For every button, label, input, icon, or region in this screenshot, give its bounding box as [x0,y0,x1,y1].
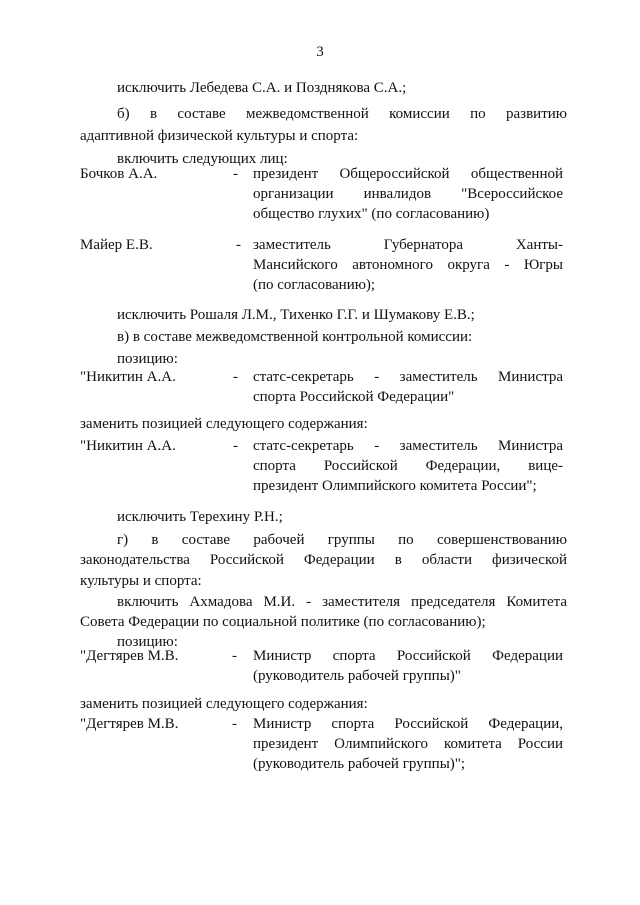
dash: - [233,438,238,454]
text-line: позицию: [117,634,178,650]
text-line: б) в составе межведомственной комиссии по развитию [117,106,567,122]
description-line: Мансийского автономного округа - Югры [253,257,563,273]
description-line: спорта Российской Федерации, вице- [253,458,563,474]
dash: - [232,648,237,664]
person-description [253,367,563,407]
description-line: спорта Российской Федерации" [253,389,455,405]
person-name: "Никитин А.А. [80,438,176,454]
person-description [253,646,563,686]
person-description [253,235,563,295]
text-line: исключить Рошаля Л.М., Тихенко Г.Г. и Шумакову Е.В.; [117,307,475,323]
description-line: (по согласованию); [253,277,376,293]
description-line: президент Общероссийской общественной [253,166,563,182]
text-line: исключить Терехину Р.Н.; [117,509,283,525]
dash: - [233,369,238,385]
person-name: Бочков А.А. [80,166,158,182]
description-line: Министр спорта Российской Федерации [253,648,563,664]
description-line: статс-секретарь - заместитель Министра [253,369,563,385]
person-description [253,164,563,224]
text-line: г) в составе рабочей группы по совершенствованию [117,532,567,548]
dash: - [233,166,238,182]
description-line: Министр спорта Российской Федерации, [253,716,563,732]
person-description [253,714,563,774]
description-line: президент Олимпийского комитета России [253,736,563,752]
text-line: в) в составе межведомственной контрольной комиссии: [117,329,473,345]
person-name: "Никитин А.А. [80,369,176,385]
description-line: (руководитель рабочей группы)" [253,668,461,684]
text-line: адаптивной физической культуры и спорта: [80,128,359,144]
description-line: организации инвалидов "Всероссийское [253,186,563,202]
text-line: Совета Федерации по социальной политике (по согласованию); [80,614,486,630]
text-line: заменить позицией следующего содержания: [80,696,368,712]
text-line: культуры и спорта: [80,573,202,589]
text-line: законодательства Российской Федерации в области физической [80,552,567,568]
description-line: (руководитель рабочей группы)"; [253,756,466,772]
page-number: 3 [316,44,324,60]
text-line: включить Ахмадова М.И. - заместителя председателя Комитета [117,594,567,610]
text-line: исключить Лебедева С.А. и Позднякова С.А.; [117,80,407,96]
person-description [253,436,563,496]
description-line: общество глухих" (по согласованию) [253,206,490,222]
text-line: позицию: [117,351,178,367]
dash: - [232,716,237,732]
text-line: включить следующих лиц: [117,151,288,167]
person-name: Майер Е.В. [80,237,153,253]
description-line: президент Олимпийского комитета России"; [253,478,537,494]
text-line: заменить позицией следующего содержания: [80,416,368,432]
description-line: статс-секретарь - заместитель Министра [253,438,563,454]
person-name: "Дегтярев М.В. [80,648,179,664]
description-line: заместитель Губернатора Ханты- [253,237,563,253]
dash: - [236,237,241,253]
person-name: "Дегтярев М.В. [80,716,179,732]
